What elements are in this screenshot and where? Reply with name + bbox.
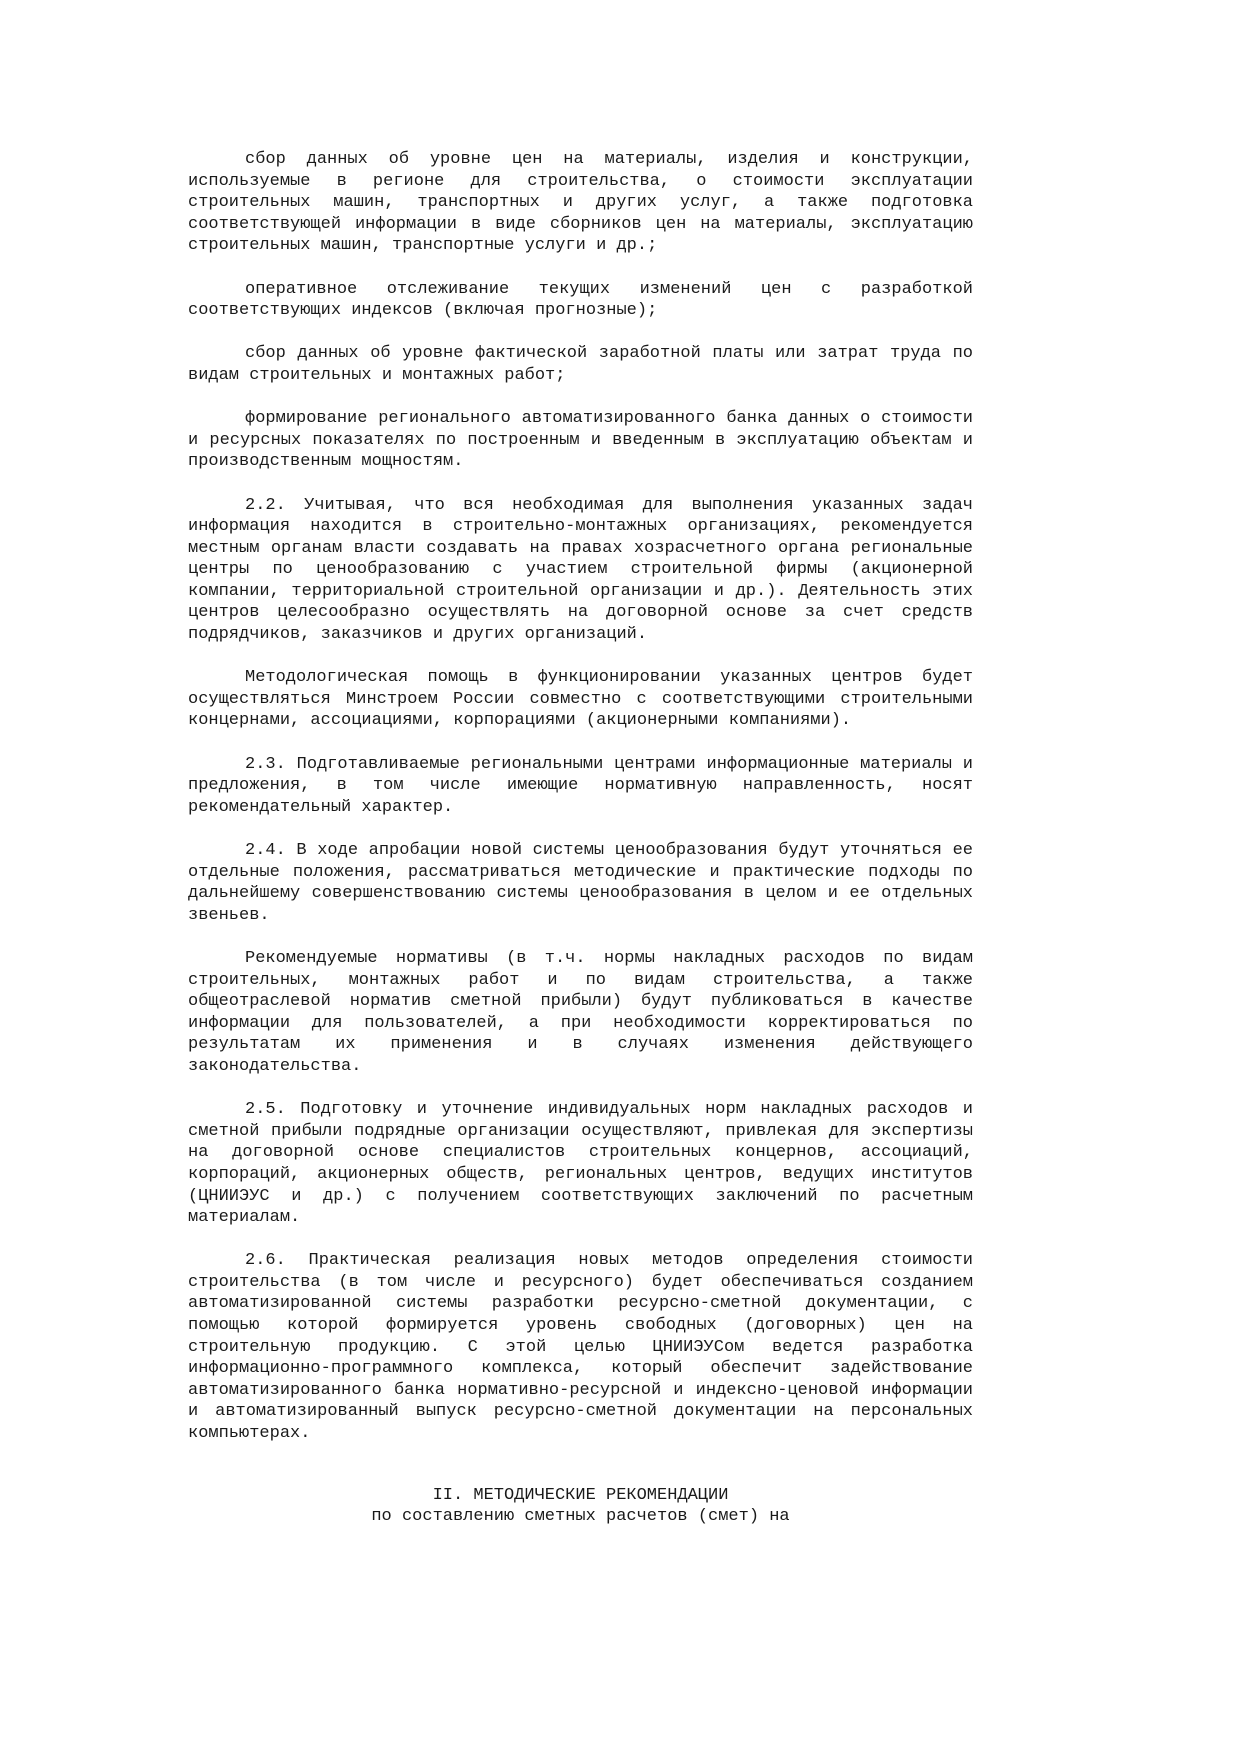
paragraph-2-6: 2.6. Практическая реализация новых методов определения стоимости строительства (в том числе и ресурсного) будет обеспечиваться созданием автоматизированной системы разработки ресурсно-сметной документации, с помощью которой формируется уровень свободных (договорных) цен на строительную продукцию. С этой целью ЦНИИЭУСом ведется разработка информационно-программного комплекса, который обеспечит задействование автоматизированного банка нормативно-ресурсной и индексно-ценовой информации и автоматизированный выпуск ресурсно-сметной документации на персональных компьютерах. — [188, 1251, 973, 1444]
paragraph-2-3: 2.3. Подготавливаемые региональными центрами информационные материалы и предложения, в том числе имеющие нормативную направленность, носят рекомендательный характер. — [188, 754, 973, 817]
paragraph-data-collection-prices: сбор данных об уровне цен на материалы, изделия и конструкции, используемые в регионе для строительства, о стоимости эксплуатации строительных машин, транспортных и других услуг, а также подготовка соответствующей информации в виде сборников цен на материалы, эксплуатацию строительных машин, транспортные услуги и др.; — [188, 150, 973, 256]
section-heading-title: II. МЕТОДИЧЕСКИЕ РЕКОМЕНДАЦИИ — [432, 1485, 729, 1505]
paragraph-2-5: 2.5. Подготовку и уточнение индивидуальных норм накладных расходов и сметной прибыли подрядные организации осуществляют, привлекая для экспертизы на договорной основе специалистов строительных концернов, ассоциаций, корпораций, акционерных обществ, региональных центров, ведущих институтов (ЦНИИЭУС и др.) с получением соответствующих заключений по расчетным материалам. — [188, 1100, 973, 1228]
paragraph-recommended-norms: Рекомендуемые нормативы (в т.ч. нормы накладных расходов по видам строительных, монтажных работ и по видам строительства, а также общеотраслевой норматив сметной прибыли) будут публиковаться в качестве информации для пользователей, а при необходимости корректироваться по результатам их применения и в случаях изменения действующего законодательства. — [188, 948, 973, 1076]
document-body — [188, 149, 973, 1528]
section-heading — [188, 1485, 973, 1528]
paragraph-2-2: 2.2. Учитывая, что вся необходимая для выполнения указанных задач информация находится в строительно-монтажных организациях, рекомендуется местным органам власти создавать на правах хозрасчетного органа региональные центры по ценообразованию с участием строительной фирмы (акционерной компании, территориальной строительной организации и др.). Деятельность этих центров целесообразно осуществлять на договорной основе за счет средств подрядчиков, заказчиков и других организаций. — [188, 495, 973, 645]
paragraph-wage-data: сбор данных об уровне фактической заработной платы или затрат труда по видам строительных и монтажных работ; — [188, 344, 973, 385]
section-heading-subtitle: по составлению сметных расчетов (смет) на — [371, 1507, 790, 1527]
paragraph-regional-database: формирование регионального автоматизированного банка данных о стоимости и ресурсных показателях по построенным и введенным в эксплуатацию объектам и производственным мощностям. — [188, 409, 973, 472]
paragraph-2-4: 2.4. В ходе апробации новой системы ценообразования будут уточняться ее отдельные положения, рассматриваться методические и практические подходы по дальнейшему совершенствованию системы ценообразования в целом и ее отдельных звеньев. — [188, 841, 973, 925]
paragraph-price-monitoring: оперативное отслеживание текущих изменений цен с разработкой соответствующих индексов (включая прогнозные); — [188, 279, 973, 321]
paragraph-methodological-help: Методологическая помощь в функционировании указанных центров будет осуществляться Минстроем России совместно с соответствующими строительными концернами, ассоциациями, корпорациями (акционерными компаниями). — [188, 668, 973, 731]
